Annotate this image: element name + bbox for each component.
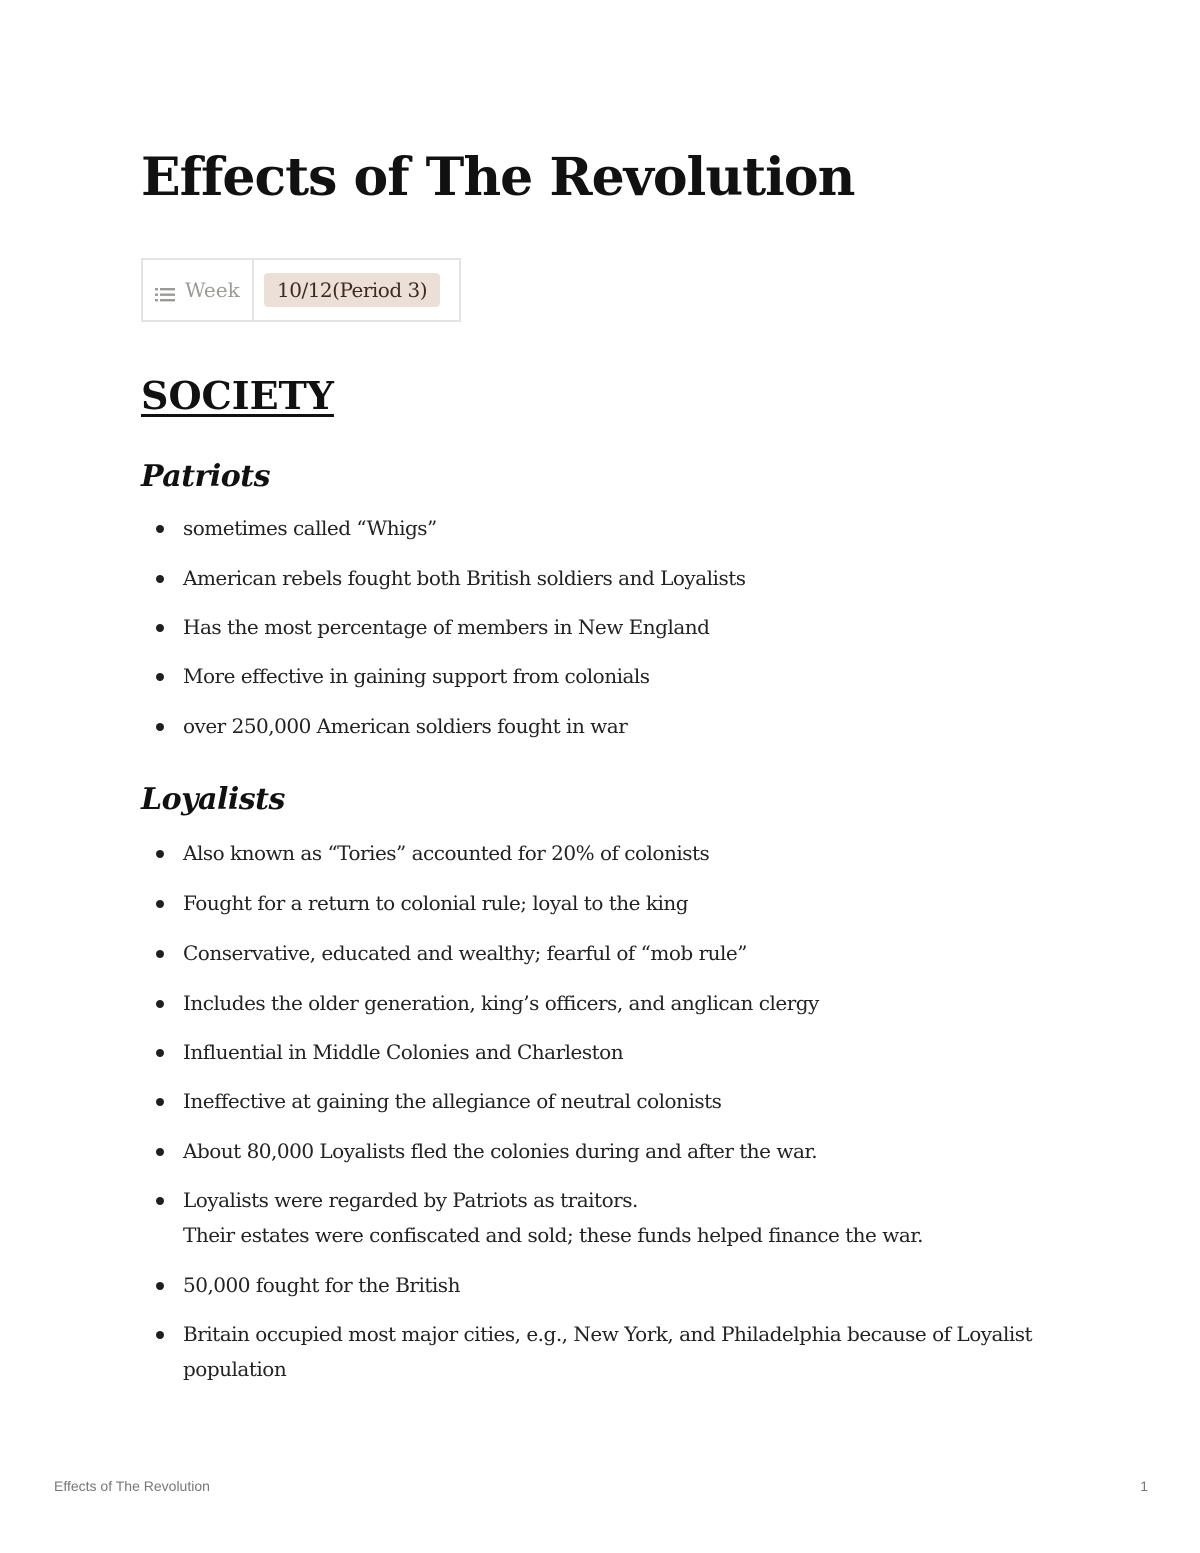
loyalists-list [141,836,1041,1387]
list-item: More effective in gaining support from colonials [141,659,1041,694]
list-item: Ineffective at gaining the allegiance of neutral colonists [141,1084,1041,1119]
list-item: Loyalists were regarded by Patriots as traitors. Their estates were confiscated and sold; these funds helped finance the war. [141,1183,1041,1253]
page-title: Effects of The Revolution [141,147,855,208]
subsection-heading-loyalists: Loyalists [141,782,285,817]
section-heading-society: SOCIETY [141,373,334,418]
list-item: over 250,000 American soldiers fought in war [141,709,1041,744]
list-item: Influential in Middle Colonies and Charleston [141,1035,1041,1070]
list-item: Conservative, educated and wealthy; fearful of “mob rule” [141,936,1041,971]
property-name-cell [143,260,254,320]
footer-title: Effects of The Revolution [54,1478,210,1494]
patriots-list [141,511,1041,744]
subsection-heading-patriots: Patriots [141,459,271,494]
property-value-cell[interactable] [254,260,440,320]
list-item: American rebels fought both British soldiers and Loyalists [141,561,1041,596]
list-item: Britain occupied most major cities, e.g., New York, and Philadelphia because of Loyalist population [141,1317,1041,1387]
list-item: Includes the older generation, king’s officers, and anglican clergy [141,986,1041,1021]
property-table [141,258,461,322]
property-name: Week [185,278,240,302]
list-item: 50,000 fought for the British [141,1268,1041,1303]
week-tag: 10/12(Period 3) [264,273,440,307]
list-icon [155,284,175,300]
list-item: Also known as “Tories” accounted for 20% of colonists [141,836,1041,871]
footer-page-number: 1 [1140,1478,1148,1494]
list-item: sometimes called “Whigs” [141,511,1041,546]
list-item: Has the most percentage of members in New England [141,610,1041,645]
list-item: Fought for a return to colonial rule; loyal to the king [141,886,1041,921]
list-item: About 80,000 Loyalists fled the colonies during and after the war. [141,1134,1041,1169]
